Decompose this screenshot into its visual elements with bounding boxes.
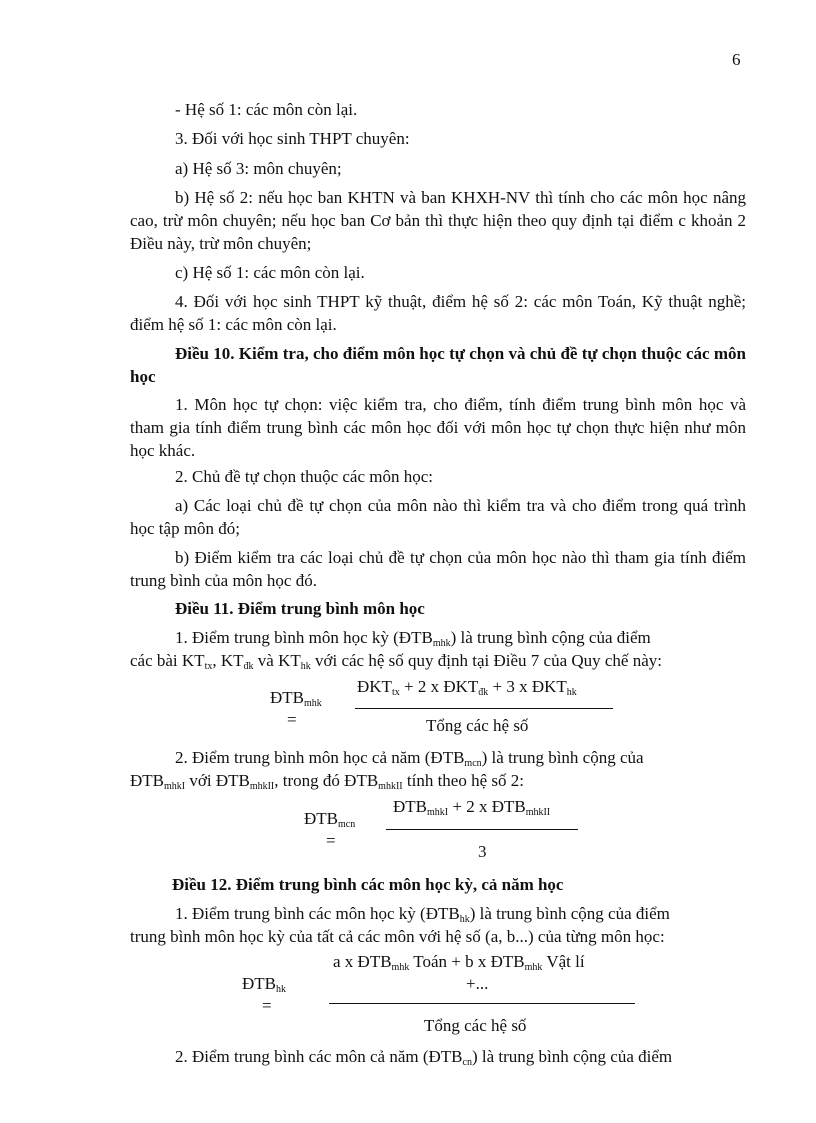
- fraction-bar: [329, 1003, 635, 1004]
- paragraph-dtb-mon-hoc-ky: 1. Điểm trung bình môn học kỳ $(ĐTB_{mhk})$ là trung bình cộng của điểm các bài $KT_{tx}$, $KT_{đk}$ và $KT_{hk}$ với các hệ số quy định tại Điều 7 của Quy chế này:: [130, 628, 662, 672]
- formula-numerator: a x $ĐTB_{mhk}$ Toán + b x $ĐTB_{mhk}$ Vật lí: [333, 952, 585, 973]
- paragraph-b-diem-kiem-tra: b) Điểm kiểm tra các loại chủ đề tự chọn của môn học nào thì tham gia tính điểm trung bình của môn học đó.: [130, 548, 746, 590]
- formula-equals: =: [326, 831, 336, 850]
- formula-denominator: Tổng các hệ số: [424, 1016, 527, 1035]
- formula-lhs: $ĐTB_{hk}$: [242, 974, 286, 995]
- page-number: 6: [732, 50, 741, 69]
- paragraph-chu-de-tu-chon: 2. Chủ đề tự chọn thuộc các môn học:: [175, 467, 434, 486]
- formula-numerator: $ĐTB_{mhkI} + 2$ x $ĐTB_{mhkII}$: [393, 797, 551, 818]
- paragraph-he-so-2: b) Hệ số 2: nếu học ban KHTN và ban KHXH-NV thì tính cho các môn học nâng cao, trừ môn chuyên; nếu học ban Cơ bản thì thực hiện theo quy định tại điểm c khoản 2 Điều này, trừ môn chuyên;: [130, 188, 746, 253]
- paragraph-mon-hoc-tu-chon: 1. Môn học tự chọn: việc kiểm tra, cho điểm, tính điểm trung bình môn học và tham gia tính điểm trung bình các môn học đối với môn học tự chọn thực hiện như môn học khác.: [130, 395, 746, 460]
- formula-denominator: 3: [478, 842, 487, 861]
- paragraph-he-so-1: - Hệ số 1: các môn còn lại.: [175, 100, 358, 119]
- formula-lhs: $ĐTB_{mcn}$: [304, 809, 356, 830]
- paragraph-dtb-ca-nam-cac-mon: 2. Điểm trung bình các môn cả năm $(ĐTB_{cn})$ là trung bình cộng của điểm: [175, 1047, 673, 1068]
- paragraph-thpt-ky-thuat: 4. Đối với học sinh THPT kỹ thuật, điểm hệ số 2: các môn Toán, Kỹ thuật nghề; điểm hệ số 1: các môn còn lại.: [130, 292, 746, 334]
- paragraph-he-so-3: a) Hệ số 3: môn chuyên;: [175, 159, 342, 178]
- formula-lhs: $ĐTB_{mhk}$: [270, 688, 322, 709]
- paragraph-a-chu-de: a) Các loại chủ đề tự chọn của môn nào thì kiểm tra và cho điểm trong quá trình học tập môn đó;: [130, 496, 746, 538]
- paragraph-c-he-so-1: c) Hệ số 1: các môn còn lại.: [175, 263, 365, 282]
- paragraph-dtb-ca-nam: 2. Điểm trung bình môn học cả năm $(ĐTB_{mcn})$ là trung bình cộng của $ĐTB_{mhkI}$ với $ĐTB_{mhkII}$, trong đó $ĐTB_{mhkII}$ tính theo hệ số 2:: [130, 748, 644, 792]
- heading-dieu-12: Điều 12. Điểm trung bình các môn học kỳ, cả năm học: [172, 875, 564, 894]
- paragraph-thpt-chuyen: 3. Đối với học sinh THPT chuyên:: [175, 129, 410, 148]
- formula-equals: =: [287, 710, 297, 729]
- formula-equals: =: [262, 996, 272, 1015]
- heading-dieu-11: Điều 11. Điểm trung bình môn học: [175, 599, 425, 618]
- formula-numerator: $ĐKT_{tx} + 2$ x $ĐKT_{đk} + 3$ x $ĐKT_{hk}$: [357, 677, 577, 698]
- formula-numerator-continued: +...: [466, 974, 489, 993]
- formula-denominator: Tổng các hệ số: [426, 716, 529, 735]
- fraction-bar: [355, 708, 613, 709]
- heading-dieu-10: Điều 10. Kiểm tra, cho điểm môn học tự chọn và chủ đề tự chọn thuộc các môn học: [130, 344, 746, 386]
- paragraph-dtb-cac-mon-hoc-ky: 1. Điểm trung bình các môn học kỳ $(ĐTB_{hk})$ là trung bình cộng của điểm trung bình môn học kỳ của tất cả các môn với hệ số (a, b...) của từng môn học:: [130, 904, 670, 946]
- fraction-bar: [386, 829, 578, 830]
